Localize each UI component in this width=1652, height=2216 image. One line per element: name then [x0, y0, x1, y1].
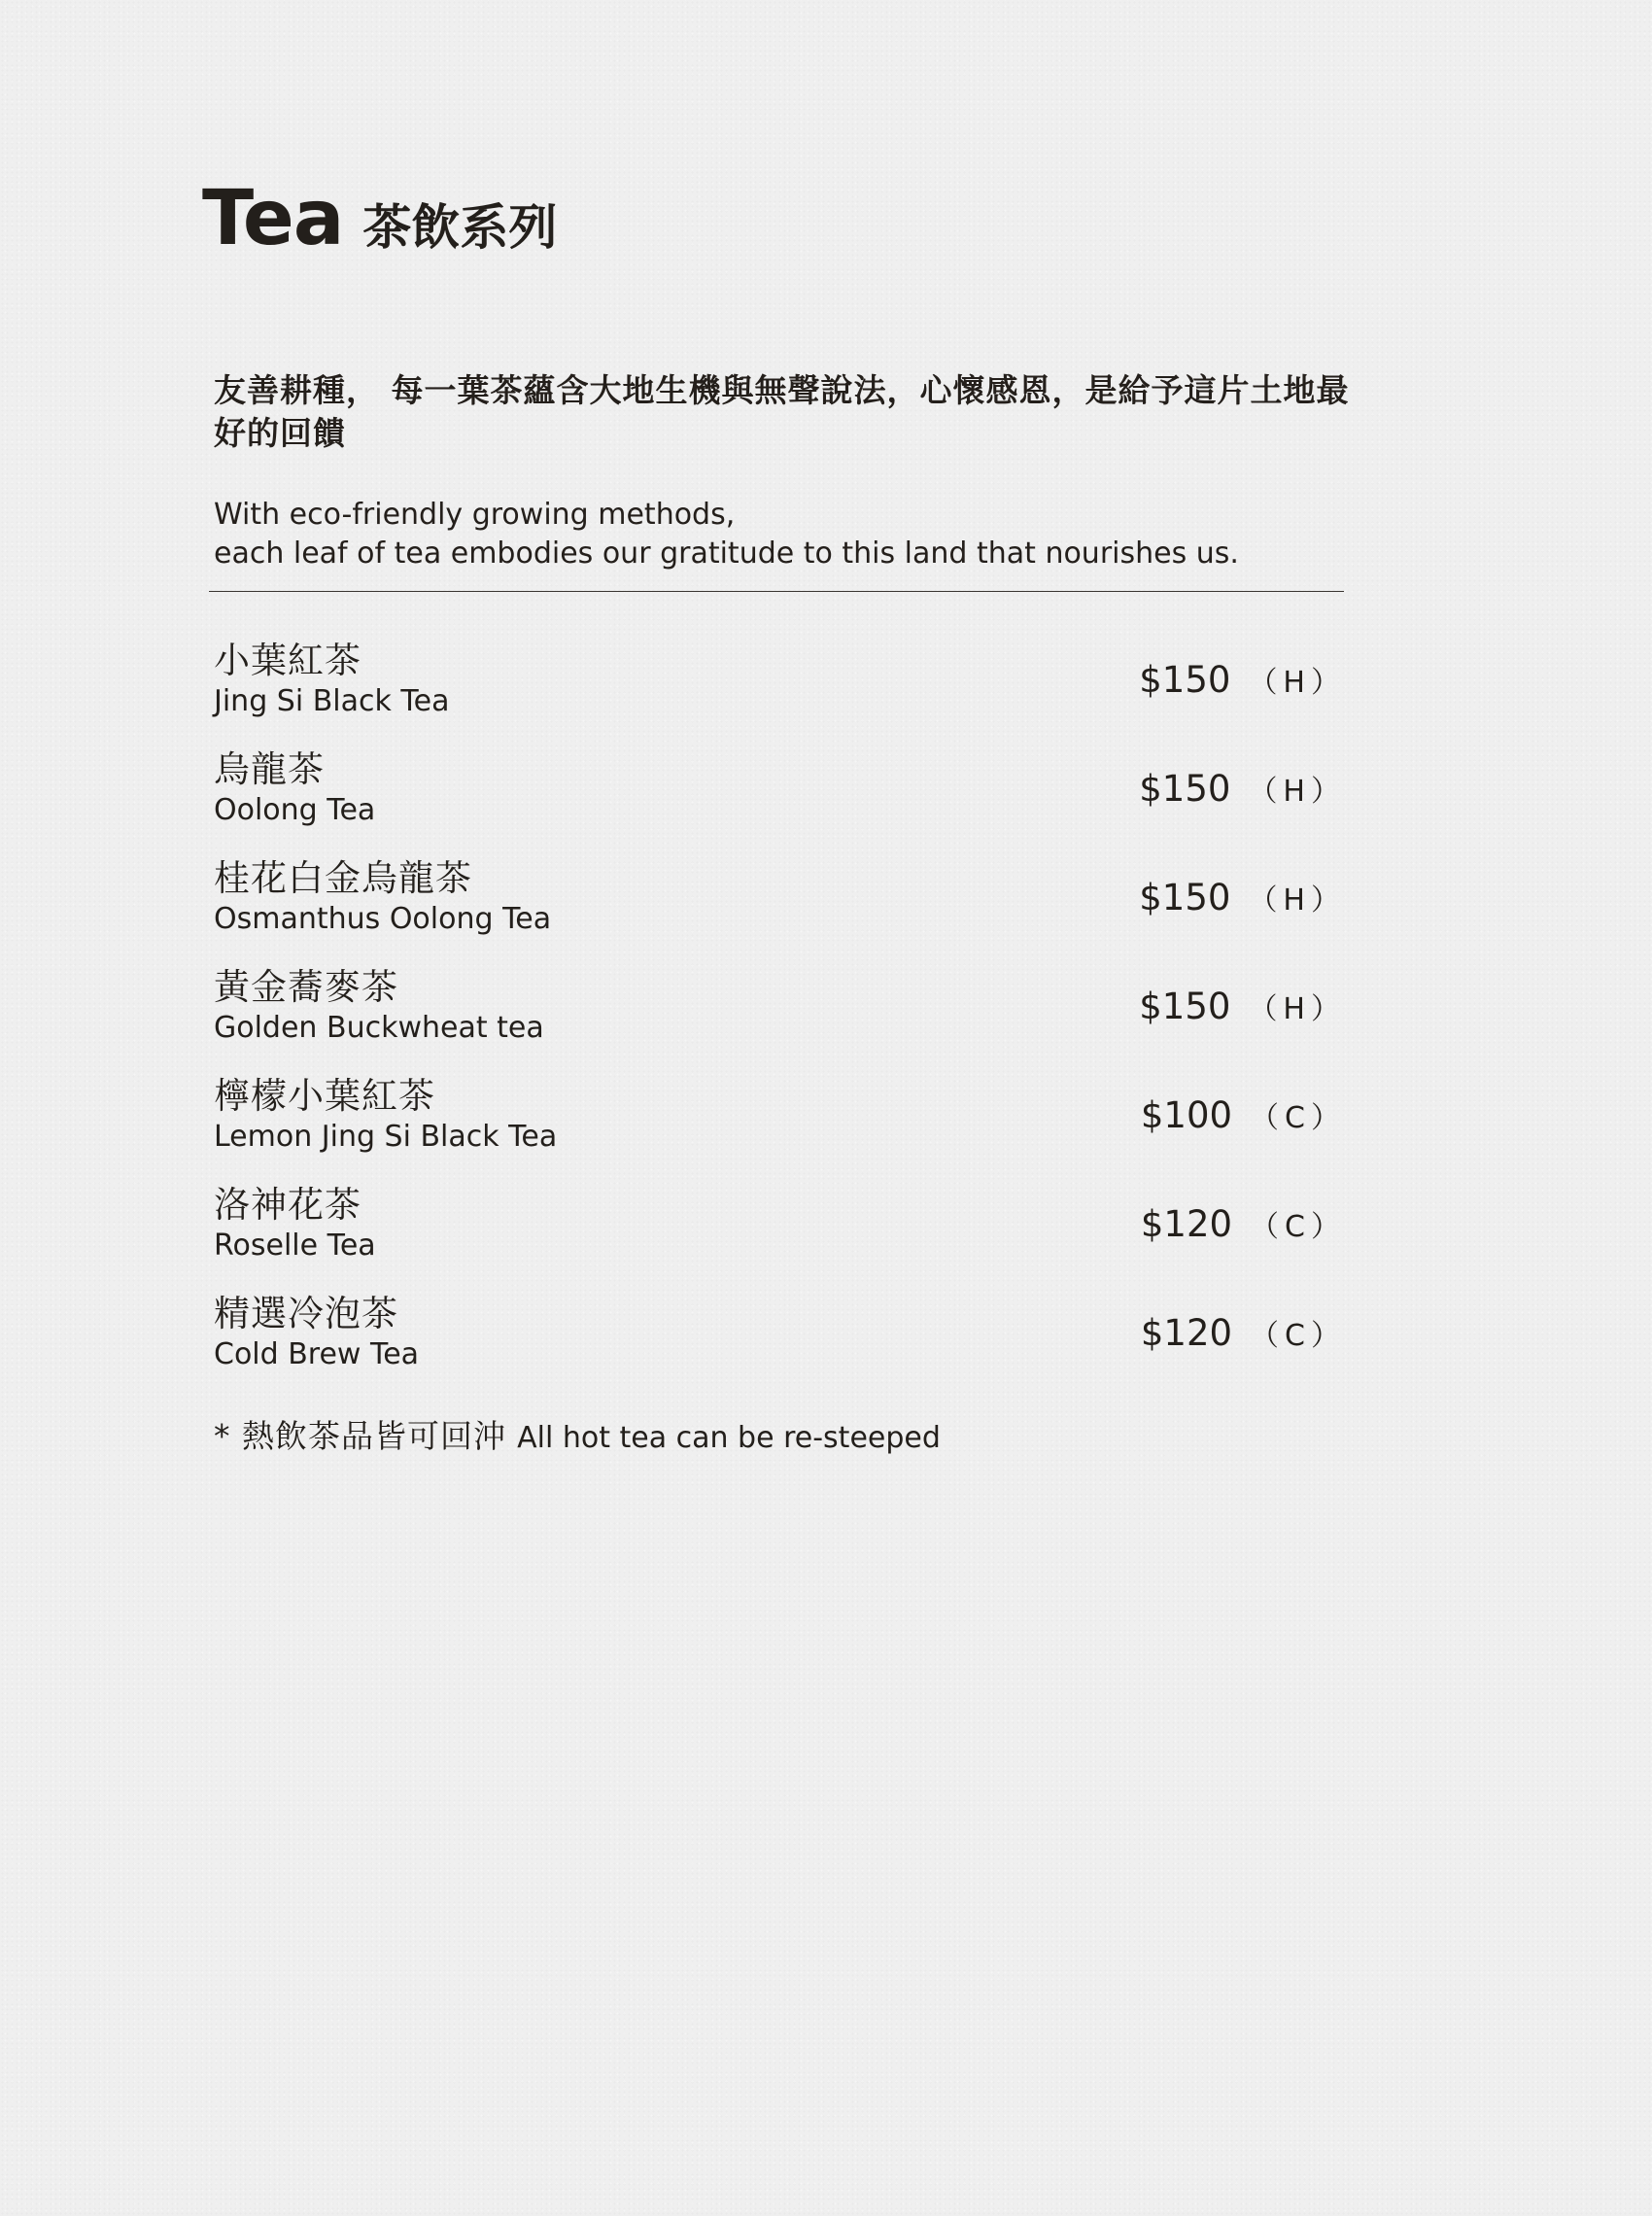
item-price-block — [1139, 659, 1346, 709]
item-name-english: Cold Brew Tea — [214, 1337, 420, 1371]
item-temperature: （C） — [1250, 1101, 1346, 1135]
intro-english — [214, 496, 1351, 573]
footnote — [214, 1415, 941, 1464]
item-price: $120 — [1140, 1312, 1233, 1354]
item-name-english: Golden Buckwheat tea — [214, 1011, 544, 1045]
title-chinese: 茶飲系列 — [362, 199, 558, 256]
item-price-block — [1139, 877, 1346, 926]
menu-item — [214, 966, 1346, 1054]
item-name-english: Lemon Jing Si Black Tea — [214, 1120, 558, 1154]
menu-item — [214, 1184, 1346, 1271]
footnote-chinese: * 熱飲茶品皆可回沖 — [214, 1417, 506, 1455]
footnote-english: All hot tea can be re-steeped — [517, 1421, 941, 1455]
item-temperature: （H） — [1248, 992, 1346, 1026]
item-price-block — [1141, 1312, 1346, 1362]
item-name-chinese: 桂花白金烏龍茶 — [214, 857, 472, 899]
item-name-chinese: 精選冷泡茶 — [214, 1293, 398, 1334]
item-name-chinese: 檸檬小葉紅茶 — [214, 1075, 435, 1117]
menu-item — [214, 1293, 1346, 1380]
item-price-block — [1139, 986, 1346, 1035]
intro-chinese: 友善耕種， 每一葉茶蘊含大地生機與無聲說法，心懷感恩，是給予這片土地最好的回饋 — [214, 371, 1350, 452]
item-price: $150 — [1139, 877, 1231, 918]
item-price: $150 — [1139, 768, 1231, 810]
menu-item — [214, 640, 1346, 727]
intro-english-line-1: With eco-friendly growing methods, — [214, 498, 736, 532]
menu-item — [214, 1075, 1346, 1162]
item-name-english: Oolong Tea — [214, 793, 376, 827]
item-price: $150 — [1139, 986, 1231, 1027]
item-temperature: （C） — [1250, 1210, 1346, 1244]
menu-item — [214, 857, 1346, 945]
item-temperature: （C） — [1250, 1319, 1346, 1353]
item-name-chinese: 洛神花茶 — [214, 1184, 361, 1226]
item-price: $150 — [1139, 659, 1231, 701]
page-title — [202, 175, 558, 262]
item-price-block — [1141, 1203, 1346, 1253]
item-price: $120 — [1140, 1203, 1233, 1245]
item-name-chinese: 烏龍茶 — [214, 748, 325, 790]
item-temperature: （H） — [1248, 666, 1346, 700]
title-english: Tea — [202, 175, 344, 262]
item-name-english: Jing Si Black Tea — [214, 684, 450, 718]
item-price-block — [1141, 1094, 1346, 1144]
item-temperature: （H） — [1248, 883, 1346, 918]
section-divider — [209, 591, 1344, 592]
item-name-english: Osmanthus Oolong Tea — [214, 902, 552, 936]
item-temperature: （H） — [1248, 775, 1346, 809]
item-name-english: Roselle Tea — [214, 1229, 376, 1263]
item-price-block — [1139, 768, 1346, 817]
item-price: $100 — [1140, 1094, 1233, 1136]
item-name-chinese: 黃金蕎麥茶 — [214, 966, 398, 1008]
item-name-chinese: 小葉紅茶 — [214, 640, 361, 681]
intro-english-line-2: each leaf of tea embodies our gratitude to this land that nourishes us. — [214, 537, 1239, 571]
menu-item — [214, 748, 1346, 836]
